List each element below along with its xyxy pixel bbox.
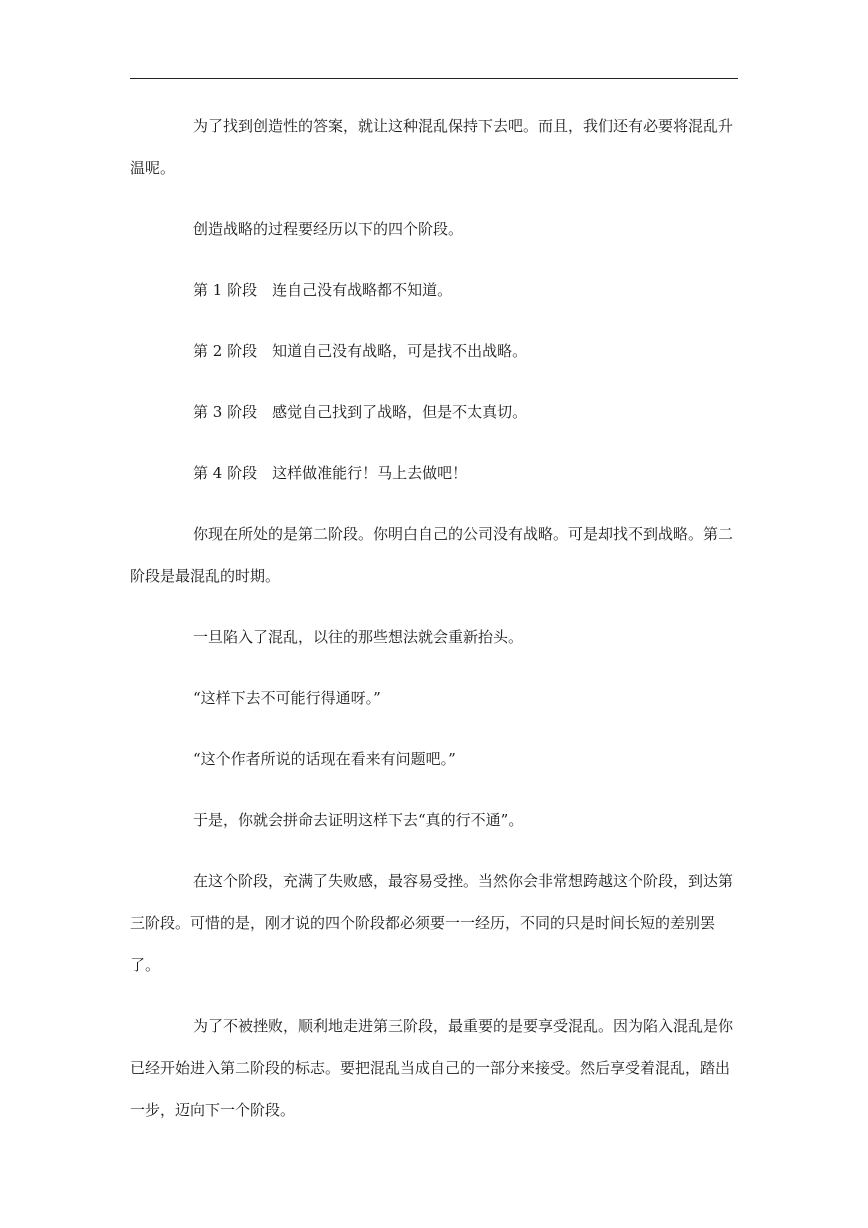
stage-item: 第 3 阶段 感觉自己找到了战略，但是不太真切。	[193, 403, 528, 421]
paragraph: 你现在所处的是第二阶段。你明白自己的公司没有战略。可是却找不到战略。第二阶段是最混乱的时期。	[130, 525, 734, 585]
quote: “这样下去不可能行得通呀。”	[193, 689, 381, 707]
stage-item: 第 1 阶段 连自己没有战略都不知道。	[193, 281, 453, 299]
document-body	[130, 105, 740, 1150]
paragraph: 在这个阶段，充满了失败感，最容易受挫。当然你会非常想跨越这个阶段，到达第三阶段。可惜的是，刚才说的四个阶段都必须要一一经历，不同的只是时间长短的差别罢了。	[130, 872, 734, 974]
paragraph: 创造战略的过程要经历以下的四个阶段。	[193, 220, 464, 238]
paragraph: 于是，你就会拼命去证明这样下去“真的行不通”。	[193, 811, 524, 829]
header-rule	[130, 78, 738, 79]
paragraph: 为了不被挫败，顺利地走进第三阶段，最重要的是要享受混乱。因为陷入混乱是你已经开始进入第二阶段的标志。要把混乱当成自己的一部分来接受。然后享受着混乱，踏出一步，迈向下一个阶段。	[130, 1017, 734, 1119]
quote: “这个作者所说的话现在看来有问题吧。”	[193, 750, 456, 768]
paragraph: 为了找到创造性的答案，就让这种混乱保持下去吧。而且，我们还有必要将混乱升温呢。	[130, 117, 734, 177]
stage-item: 第 2 阶段 知道自己没有战略，可是找不出战略。	[193, 342, 528, 360]
paragraph: 一旦陷入了混乱，以往的那些想法就会重新抬头。	[193, 628, 524, 646]
stage-item: 第 4 阶段 这样做准能行！马上去做吧！	[193, 464, 468, 482]
